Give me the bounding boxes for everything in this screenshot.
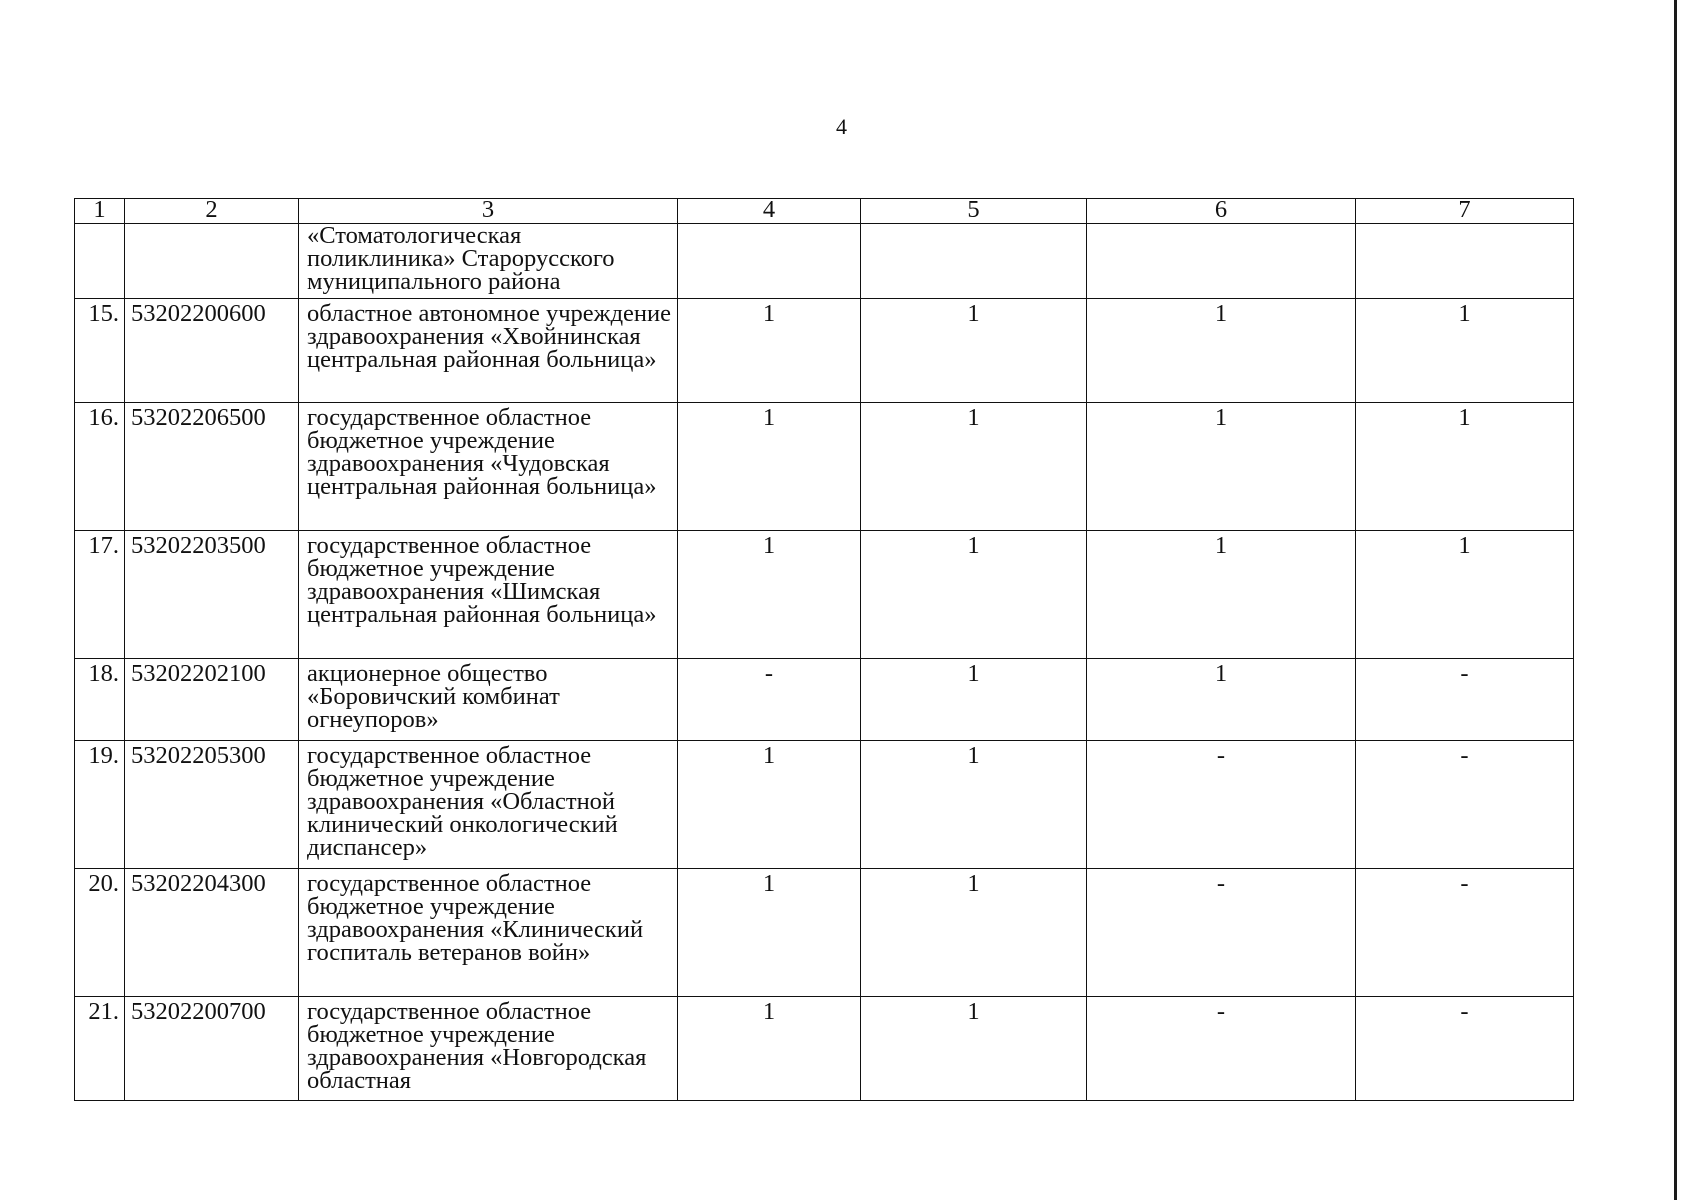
row-value-col6: - <box>1087 997 1356 1101</box>
row-organization-name: государственное областное бюджетное учреждение здравоохранения «Чудовская центральная районная больница» <box>299 403 678 531</box>
row-value-col4: 1 <box>678 741 861 869</box>
row-value-col4: 1 <box>678 997 861 1101</box>
column-header: 4 <box>678 199 861 224</box>
row-code: 53202200700 <box>125 997 299 1101</box>
row-value-col7 <box>1356 224 1574 299</box>
column-header: 7 <box>1356 199 1574 224</box>
column-header: 5 <box>861 199 1087 224</box>
row-value-col5: 1 <box>861 299 1087 403</box>
row-number: 17. <box>75 531 125 659</box>
column-header: 6 <box>1087 199 1356 224</box>
row-value-col5: 1 <box>861 997 1087 1101</box>
table-row <box>75 997 1574 1101</box>
row-value-col4: 1 <box>678 531 861 659</box>
row-value-col7: 1 <box>1356 403 1574 531</box>
row-code: 53202203500 <box>125 531 299 659</box>
row-value-col6: 1 <box>1087 659 1356 741</box>
row-value-col4 <box>678 224 861 299</box>
table-row <box>75 531 1574 659</box>
row-organization-name: акционерное общество «Боровичский комбинат огнеупоров» <box>299 659 678 741</box>
row-value-col4: 1 <box>678 403 861 531</box>
row-organization-name: «Стоматологическая поликлиника» Старорусского муниципального района <box>299 224 678 299</box>
row-value-col5: 1 <box>861 741 1087 869</box>
column-header: 1 <box>75 199 125 224</box>
row-value-col6: 1 <box>1087 531 1356 659</box>
scan-edge-line <box>1674 0 1677 1200</box>
row-value-col7: - <box>1356 869 1574 997</box>
page-number: 4 <box>836 114 847 139</box>
row-value-col7: 1 <box>1356 299 1574 403</box>
row-code: 53202202100 <box>125 659 299 741</box>
row-value-col7: - <box>1356 997 1574 1101</box>
row-organization-name: государственное областное бюджетное учреждение здравоохранения «Областной клинический онкологический диспансер» <box>299 741 678 869</box>
row-number: 20. <box>75 869 125 997</box>
table-row <box>75 299 1574 403</box>
row-value-col6: - <box>1087 741 1356 869</box>
table-header-row <box>75 199 1574 224</box>
table-row <box>75 659 1574 741</box>
row-number: 16. <box>75 403 125 531</box>
facilities-table <box>74 198 1574 1101</box>
column-header: 3 <box>299 199 678 224</box>
row-value-col7: - <box>1356 741 1574 869</box>
row-number <box>75 224 125 299</box>
row-number: 21. <box>75 997 125 1101</box>
row-code: 53202200600 <box>125 299 299 403</box>
row-code: 53202205300 <box>125 741 299 869</box>
table-row <box>75 224 1574 299</box>
row-organization-name: государственное областное бюджетное учреждение здравоохранения «Шимская центральная районная больница» <box>299 531 678 659</box>
row-value-col4: 1 <box>678 299 861 403</box>
row-value-col5: 1 <box>861 403 1087 531</box>
row-value-col4: - <box>678 659 861 741</box>
row-value-col7: 1 <box>1356 531 1574 659</box>
row-value-col6: 1 <box>1087 299 1356 403</box>
row-code: 53202204300 <box>125 869 299 997</box>
row-organization-name: государственное областное бюджетное учреждение здравоохранения «Новгородская областная <box>299 997 678 1101</box>
table-row <box>75 869 1574 997</box>
column-header: 2 <box>125 199 299 224</box>
row-value-col4: 1 <box>678 869 861 997</box>
row-code: 53202206500 <box>125 403 299 531</box>
row-code <box>125 224 299 299</box>
row-organization-name: областное автономное учреждение здравоохранения «Хвойнинская центральная районная больница» <box>299 299 678 403</box>
row-value-col5: 1 <box>861 869 1087 997</box>
row-value-col6: 1 <box>1087 403 1356 531</box>
row-number: 19. <box>75 741 125 869</box>
row-number: 18. <box>75 659 125 741</box>
row-number: 15. <box>75 299 125 403</box>
row-value-col5 <box>861 224 1087 299</box>
row-value-col7: - <box>1356 659 1574 741</box>
table-row <box>75 741 1574 869</box>
row-value-col5: 1 <box>861 659 1087 741</box>
row-organization-name: государственное областное бюджетное учреждение здравоохранения «Клинический госпиталь ветеранов войн» <box>299 869 678 997</box>
row-value-col6 <box>1087 224 1356 299</box>
table-row <box>75 403 1574 531</box>
row-value-col5: 1 <box>861 531 1087 659</box>
row-value-col6: - <box>1087 869 1356 997</box>
